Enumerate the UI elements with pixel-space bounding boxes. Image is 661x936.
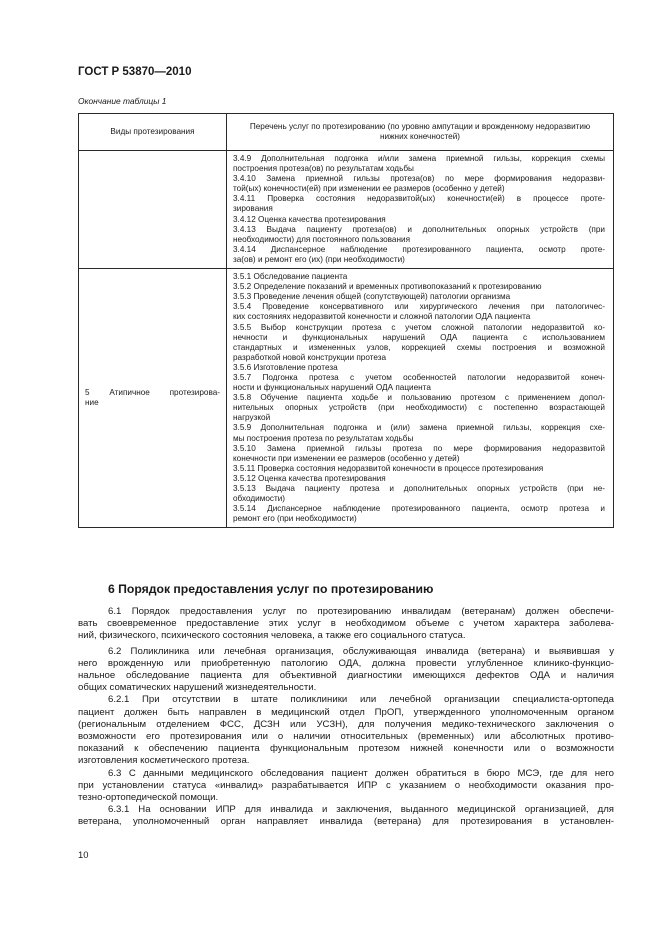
text-line: 3.4.9 Дополнительная подгонка и/или замена приемной гильзы, коррекция схемы (233, 154, 605, 163)
text-line: 3.5.10 Замена приемной гильзы протеза по мере формирования недоразвитой (233, 443, 605, 453)
text-line: 3.5.9 Дополнительная подгонка и (или) замена приемной гильзы, коррекция схе- (233, 423, 605, 433)
row-type-cell (79, 151, 227, 269)
text-line: ветерана, уполномоченный орган направляет инвалида (ветерана) для протезирования в установлен- (78, 816, 614, 828)
text-line: 3.5.2 Определение показаний и временных противопоказаний к протезированию (233, 282, 542, 292)
text-line: 5 Атипичное протезирова- (85, 388, 220, 398)
text-line: показаний к обеспечению пациента функциональным протезом нижней конечности или о возможности (78, 743, 614, 755)
text-line: ности и функциональных нарушений ОДА пациента (233, 383, 431, 393)
paragraph (78, 804, 614, 828)
document-header: ГОСТ Р 53870—2010 (78, 66, 192, 78)
text-line: 3.5.12 Оценка качества протезирования (233, 473, 386, 483)
paragraph (78, 646, 614, 695)
page-number: 10 (78, 849, 89, 860)
paragraph (78, 768, 614, 805)
text-line: вать своевременное предоставление этих услуг в необходимом объеме с учетом характера заболева- (78, 618, 614, 630)
text-line: 3.5.6 Изготовление протеза (233, 362, 338, 372)
text-line: ремонт его (при необходимости) (233, 514, 357, 524)
text-line: изготовления косметического протеза. (78, 755, 250, 767)
text-line: 6.2 Поликлиника или лечебная организация, обслуживающая инвалида (ветерана) и выявившая у (108, 645, 614, 657)
text-line: 3.5.5 Выбор конструкции протеза с учетом сложной патологии недоразвитой ко- (233, 322, 605, 332)
text-line: пациент должен быть направлен в медицинский отдел ПрОП, утвержденного уполномоченным органом (78, 706, 614, 718)
text-line: разработкой новой конструкции протеза (233, 352, 387, 362)
text-line: необходимости) для постоянного пользования (233, 234, 410, 244)
table-row (79, 269, 614, 528)
text-line: зирования (233, 204, 273, 214)
text-line: при установлении статуса «инвалид» разрабатывается ИПР с указанием о необходимости оказания про- (78, 779, 614, 791)
text-line: стандартных и измененных узлов, коррекцией схемы построения и возможной (233, 342, 605, 352)
text-line: ние (85, 398, 99, 408)
text-line: той(ых) конечности(ей) при изменении ее размеров (особенно у детей) (233, 184, 505, 194)
text-line: ких состояниях недоразвитой конечности и сложной патологии ОДА пациента (233, 312, 531, 322)
text-line: 6.3.1 На основании ИПР для инвалида и заключения, выданного медицинской организацией, для (108, 804, 614, 816)
column-header-services (227, 114, 614, 151)
text-line: 3.5.11 Проверка состояния недоразвитой конечности в процессе протезирования (233, 463, 544, 473)
text-line: 3.5.4 Проведение консервативного или хирургического лечения при патологичес- (233, 302, 605, 312)
text-line: 3.4.14 Диспансерное наблюдение протезированного пациента, осмотр проте- (233, 244, 605, 254)
text-line: нальное обследование пациента для объективной диагностики имеющихся дефектов ОДА и наличия (78, 670, 614, 682)
row-type-cell (79, 269, 227, 528)
text-line: него врожденную или приобретенную патологию ОДА, должна провести углубленное клинико-функцио- (78, 657, 614, 669)
section-body (78, 606, 614, 829)
table-caption: Окончание таблицы 1 (78, 96, 167, 106)
column-header-types: Виды протезирования (79, 114, 227, 151)
table-header-row (79, 114, 614, 151)
text-line: 3.5.13 Выдача пациенту протеза и дополнительных опорных устройств (при не- (233, 484, 605, 493)
text-line: ний, физического, психического состояния человека, а также его социального статуса. (78, 630, 466, 642)
text-line: 3.5.7 Подгонка протеза с учетом особенностей патологии недоразвитой конеч- (233, 372, 605, 382)
text-line: 3.4.12 Оценка качества протезирования (233, 214, 386, 224)
text-line: нечности и функциональных нарушений ОДА пациента с использованием (233, 332, 605, 342)
text-line: 3.4.11 Проверка состояния недоразвитой(ых) конечности(ей) в процессе проте- (233, 194, 605, 204)
text-line: конечности при изменении ее размеров (особенно у детей) (233, 453, 460, 463)
paragraph (78, 694, 614, 767)
text-line: 6.3 С данными медицинского обследования пациент должен обратиться в бюро МСЭ, где для него (108, 767, 614, 779)
table-row (79, 151, 614, 269)
text-line: возможности его протезирования или о наличии относительных (временных) или абсолютных противо- (78, 731, 614, 743)
text-line: 3.4.10 Замена приемной гильзы протеза(ов) по мере формирования недоразви- (233, 174, 605, 184)
text-line: построения протеза(ов) по результатам ходьбы (233, 164, 414, 174)
text-line: 3.5.3 Проведение лечения общей (сопутствующей) патологии организма (233, 292, 511, 302)
row-services-cell (227, 151, 614, 269)
text-line: 3.5.1 Обследование пациента (233, 272, 348, 282)
paragraph (78, 606, 614, 643)
text-line: мы построения протеза по результатам ходьбы (233, 433, 414, 443)
header-line: нижних конечностей) (379, 132, 460, 141)
text-line: общих соматических нарушений жизнедеятельности. (78, 682, 317, 694)
text-line: 3.4.13 Выдача пациенту протеза(ов) и дополнительных опорных устройств (при (233, 224, 605, 234)
text-line: нительных опорных устройств (при необходимости) с постепенно возрастающей (233, 403, 605, 413)
text-line: 6.2.1 При отсутствии в штате поликлиники или лечебной организации специалиста-ортопеда (108, 694, 614, 706)
text-line: 3.5.8 Обучение пациента ходьбе и пользованию протезом с применением допол- (233, 393, 605, 403)
text-line: 3.5.14 Диспансерное наблюдение протезированного пациента, осмотр протеза и (233, 504, 605, 514)
text-line: 6.1 Порядок предоставления услуг по протезированию инвалидам (ветеранам) должен обеспечи- (108, 606, 614, 617)
text-line: за(ов) и ремонт его (их) (при необходимости) (233, 254, 405, 264)
services-table (78, 113, 614, 528)
text-line: (региональным отделением ФСС, ДСЗН или УСЗН), для получения медико-технического заключения о (78, 718, 614, 730)
text-line: обходимости) (233, 494, 286, 504)
header-line: Перечень услуг по протезированию (по уровню ампутации и врожденному недоразвитию (249, 121, 591, 131)
section-title: 6 Порядок предоставления услуг по протезированию (108, 582, 434, 596)
text-line: тезно-ортопедической помощи. (78, 792, 219, 804)
text-line: нагрузкой (233, 413, 271, 423)
row-services-cell (227, 269, 614, 528)
